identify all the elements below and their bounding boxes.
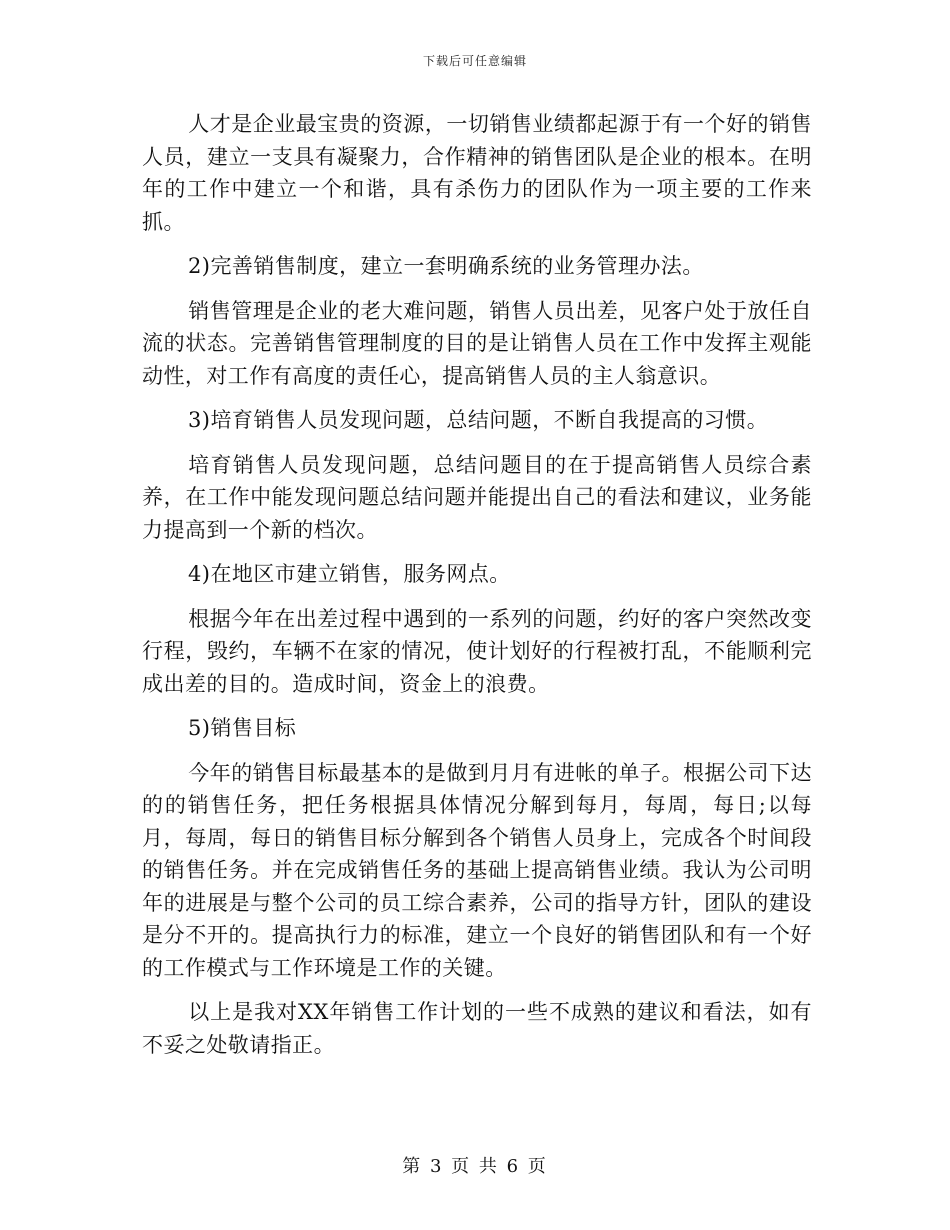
paragraph-text: 以上是我对XX年销售工作计划的一些不成熟的建议和看法，如有不妥之处敬请指正。	[142, 1000, 812, 1057]
page-header-note: 下载后可任意编辑	[422, 54, 527, 68]
document-body	[142, 108, 812, 1073]
paragraph-text: 培育销售人员发现问题，总结问题目的在于提高销售人员综合素养，在工作中能发现问题总结问题并能提出自己的看法和建议，业务能力提高到一个新的档次。	[142, 452, 812, 542]
paragraph-sales-target	[142, 757, 812, 985]
paragraph-sales-management	[142, 295, 812, 393]
heading-cultivate-habits: 3)培育销售人员发现问题，总结问题，不断自我提高的习惯。	[188, 408, 769, 432]
paragraph-text: 销售管理是企业的老大难问题，销售人员出差，见客户处于放任自流的状态。完善销售管理制度的目的是让销售人员在工作中发挥主观能动性，对工作有高度的责任心，提高销售人员的主人翁意识。	[142, 298, 812, 388]
paragraph-closing	[142, 996, 812, 1061]
heading-sales-target: 5)销售目标	[188, 716, 297, 740]
heading-sales-system: 2)完善销售制度，建立一套明确系统的业务管理办法。	[188, 254, 704, 278]
paragraph-text: 今年的销售目标最基本的是做到月月有进帐的单子。根据公司下达的的销售任务，把任务根据具体情况分解到每月，每周，每日;以每月，每周，每日的销售目标分解到各个销售人员身上，完成各个时间段的销售任务。并在完成销售任务的基础上提高销售业绩。我认为公司明年的进展是与整个公司的员工综合素养，公司的指导方针，团队的建设是分不开的。提高执行力的标准，建立一个良好的销售团队和有一个好的工作模式与工作环境是工作的关键。	[142, 760, 812, 980]
paragraph-text: 根据今年在出差过程中遇到的一系列的问题，约好的客户突然改变行程，毁约，车辆不在家的情况，使计划好的行程被打乱，不能顺利完成出差的目的。造成时间，资金上的浪费。	[142, 606, 812, 696]
paragraph-cultivate	[142, 449, 812, 547]
heading-service-network: 4)在地区市建立销售，服务网点。	[188, 562, 511, 586]
paragraph-text: 人才是企业最宝贵的资源，一切销售业绩都起源于有一个好的销售人员，建立一支具有凝聚力，合作精神的销售团队是企业的根本。在明年的工作中建立一个和谐，具有杀伤力的团队作为一项主要的工作来抓。	[142, 112, 812, 234]
paragraph-travel-problems	[142, 603, 812, 701]
page-number: 第 3 页 共 6 页	[402, 1156, 548, 1177]
paragraph-talent	[142, 108, 812, 238]
